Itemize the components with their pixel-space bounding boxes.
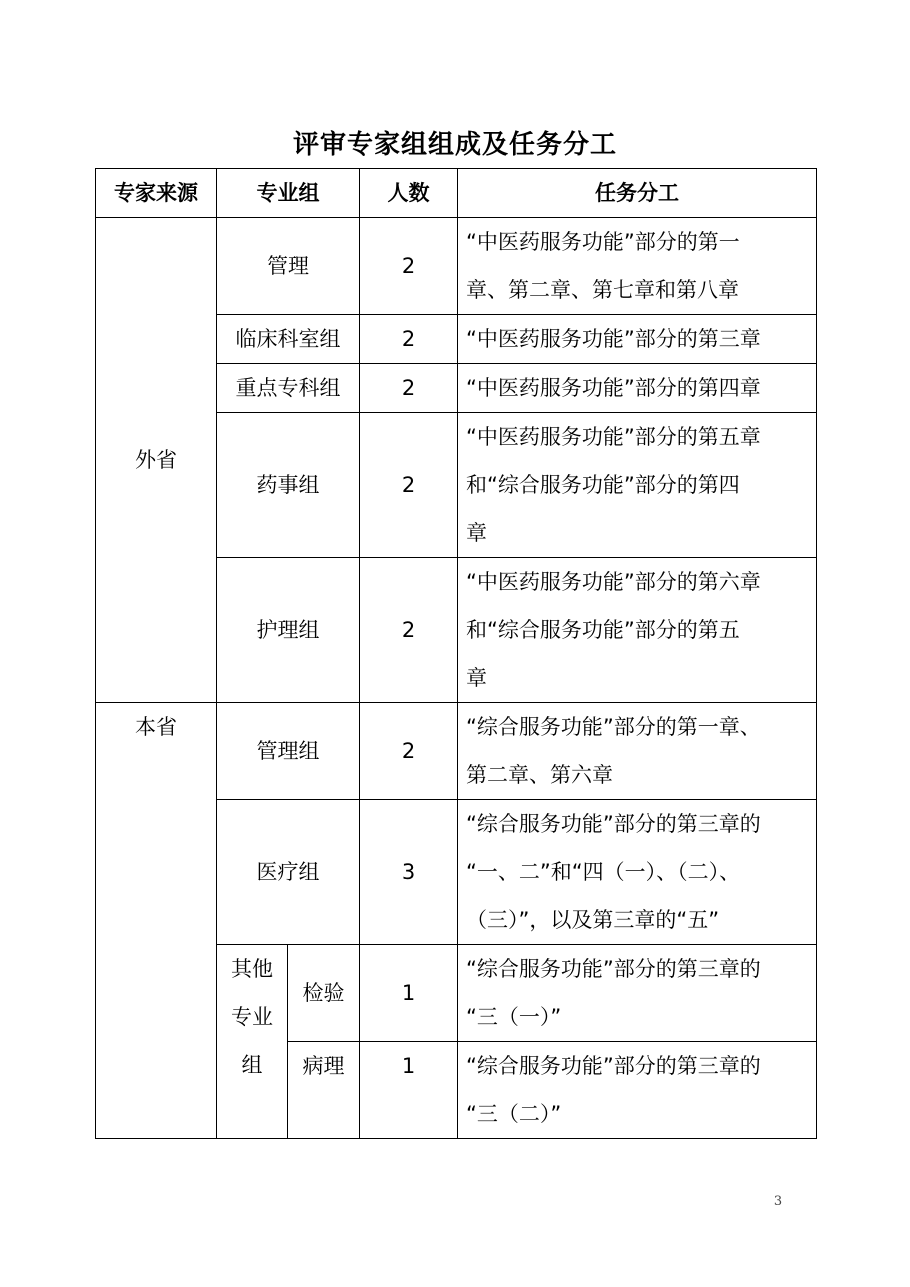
group-cell: 管理: [217, 218, 360, 315]
task-line: “综合服务功能”部分的第三章的: [466, 1054, 761, 1078]
count-cell: 2: [360, 703, 458, 800]
table-row: [96, 218, 817, 315]
group-cell: 医疗组: [217, 800, 360, 945]
task-cell: [458, 364, 817, 413]
task-line: “中医药服务功能”部分的第六章: [466, 570, 761, 594]
header-group: 专业组: [217, 169, 360, 218]
task-line: 和“综合服务功能”部分的第五: [466, 618, 740, 642]
other-group-cell: [217, 945, 288, 1139]
task-line: 和“综合服务功能”部分的第四: [466, 473, 740, 497]
group-cell: 管理组: [217, 703, 360, 800]
header-source: 专家来源: [96, 169, 217, 218]
count-cell: 2: [360, 413, 458, 558]
group-cell: 重点专科组: [217, 364, 360, 413]
table-header-row: [96, 169, 817, 218]
other-group-line: 其他: [231, 957, 273, 981]
task-line: “中医药服务功能”部分的第五章: [466, 425, 761, 449]
task-line: “中医药服务功能”部分的第一: [466, 230, 740, 254]
task-cell: [458, 1042, 817, 1139]
task-cell: [458, 315, 817, 364]
task-line: “一、二”和“四（一）、（二）、: [466, 860, 741, 884]
task-line: “综合服务功能”部分的第三章的: [466, 812, 761, 836]
task-line: （三）”，以及第三章的“五”: [466, 908, 720, 932]
task-line: 章、第二章、第七章和第八章: [466, 278, 739, 302]
source-cell-local: 本省: [96, 703, 217, 1139]
task-line: “综合服务功能”部分的第三章的: [466, 957, 761, 981]
other-group-line: 组: [241, 1053, 263, 1077]
count-cell: 2: [360, 364, 458, 413]
task-cell: [458, 703, 817, 800]
header-count: 人数: [360, 169, 458, 218]
header-task: 任务分工: [458, 169, 817, 218]
task-cell: [458, 945, 817, 1042]
task-line: 章: [466, 666, 487, 690]
task-line: “三（一）”: [466, 1005, 562, 1029]
group-cell: 护理组: [217, 558, 360, 703]
task-cell: [458, 800, 817, 945]
task-cell: [458, 413, 817, 558]
count-cell: 3: [360, 800, 458, 945]
count-cell: 1: [360, 945, 458, 1042]
group-cell: 临床科室组: [217, 315, 360, 364]
task-line: “中医药服务功能”部分的第三章: [466, 327, 761, 351]
task-line: “三（二）”: [466, 1102, 562, 1126]
task-line: “综合服务功能”部分的第一章、: [466, 715, 761, 739]
source-cell-outer: 外省: [96, 218, 217, 703]
group-cell: 病理: [288, 1042, 360, 1139]
task-line: 第二章、第六章: [466, 763, 613, 787]
count-cell: 1: [360, 1042, 458, 1139]
task-cell: [458, 558, 817, 703]
table-row: [96, 703, 817, 800]
count-cell: 2: [360, 558, 458, 703]
task-line: 章: [466, 521, 487, 545]
group-cell: 检验: [288, 945, 360, 1042]
page-number: 3: [773, 1194, 783, 1209]
count-cell: 2: [360, 315, 458, 364]
count-cell: 2: [360, 218, 458, 315]
task-line: “中医药服务功能”部分的第四章: [466, 376, 761, 400]
page-title: 评审专家组组成及任务分工: [292, 130, 617, 160]
group-cell: 药事组: [217, 413, 360, 558]
other-group-line: 专业: [231, 1005, 273, 1029]
expert-group-table: [95, 168, 817, 1139]
task-cell: [458, 218, 817, 315]
